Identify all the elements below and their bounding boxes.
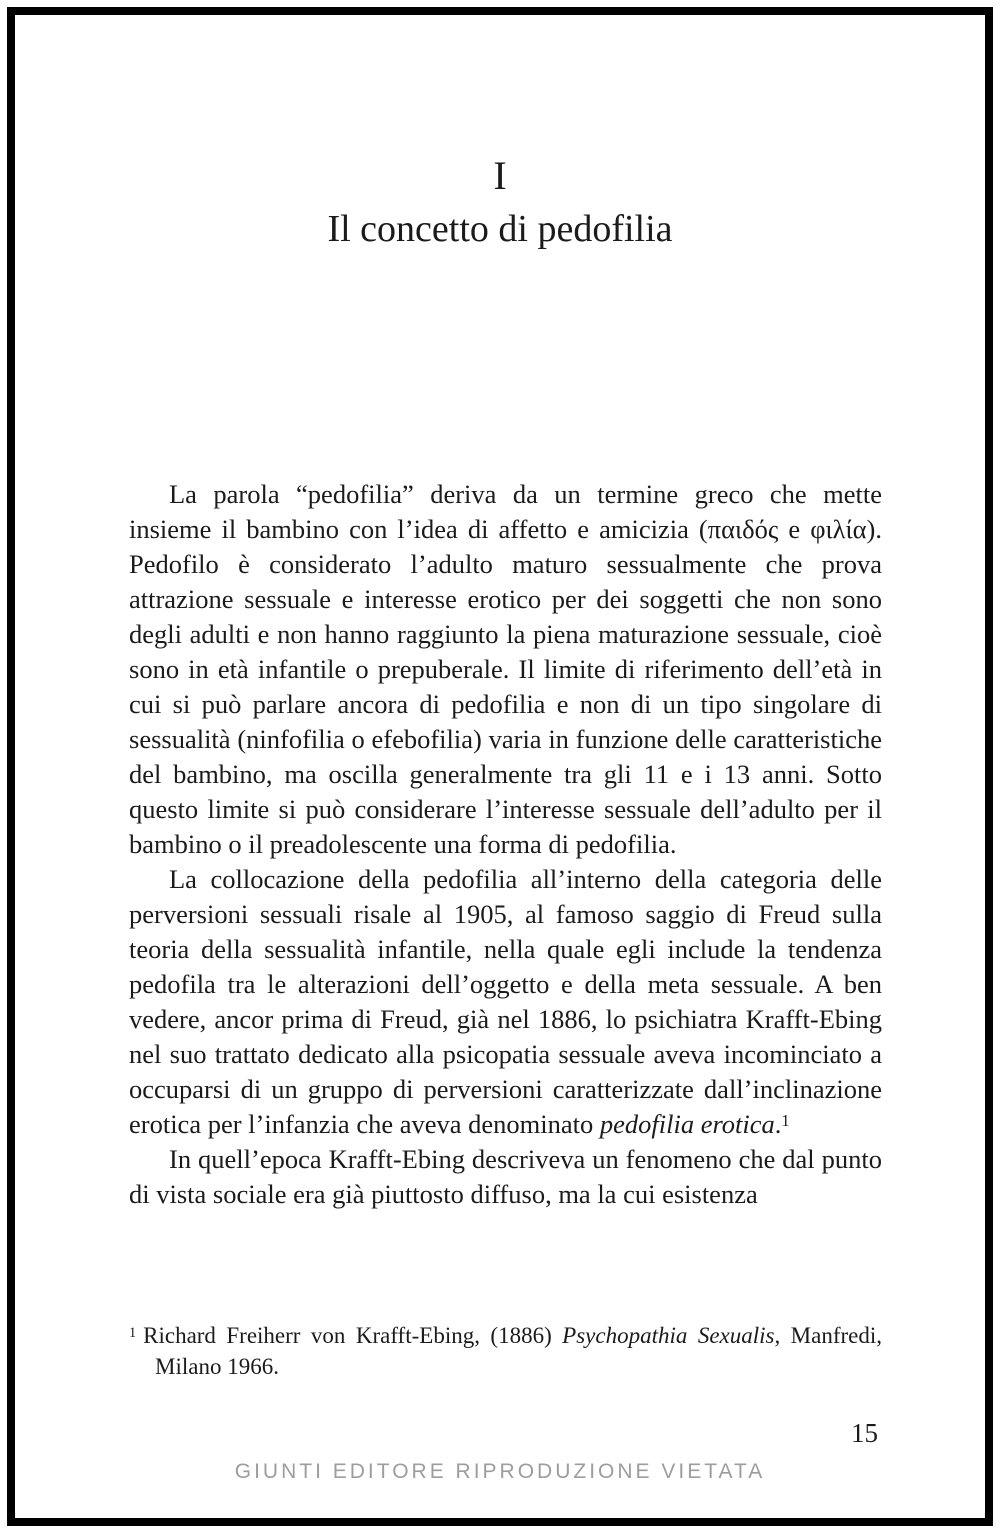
body-text <box>129 477 882 1212</box>
paragraph-1: La parola “pedofilia” deriva da un termine greco che mette insieme il bambino con l’idea di affetto e amicizia (παιδός e φιλία). Pedofilo è considerato l’adulto maturo sessualmente che prova attrazione sessuale e interesse erotico per dei soggetti che non sono degli adulti e non hanno raggiunto la piena maturazione sessuale, cioè sono in età infantile o prepuberale. Il limite di riferimento dell’età in cui si può parlare ancora di pedofilia e non di un tipo singolare di sessualità (ninfofilia o efebofilia) varia in funzione delle caratteristiche del bambino, ma oscilla generalmente tra gli 11 e i 13 anni. Sotto questo limite si può considerare l’interesse sessuale dell’adulto per il bambino o il preadolescente una forma di pedofilia. <box>129 479 882 859</box>
footnote-text: Richard Freiherr von Krafft-Ebing, (1886) Psychopathia Sexualis, Manfredi, Milano 1966. <box>143 1323 882 1379</box>
footnote <box>129 1320 882 1382</box>
publisher-footer: GIUNTI EDITORE RIPRODUZIONE VIETATA <box>234 1460 766 1483</box>
chapter-number: I <box>493 153 507 198</box>
paragraph-2: La collocazione della pedofilia all’interno della categoria delle perversioni sessuali risale al 1905, al famoso saggio di Freud sulla teoria della sessualità infantile, nella quale egli include la tendenza pedofila tra le alterazioni dell’oggetto e della meta sessuale. A ben vedere, ancor prima di Freud, già nel 1886, lo psichiatra Krafft-Ebing nel suo trattato dedicato alla psicopatia sessuale aveva incominciato a occuparsi di un gruppo di perversioni caratterizzate dall’inclinazione erotica per l’infanzia che aveva denominato pedofilia erotica.$^1$ <box>129 864 882 1139</box>
footnote-marker: 1 <box>129 1324 137 1341</box>
page-number: 15 <box>851 1418 878 1448</box>
paragraph-3: In quell’epoca Krafft-Ebing descriveva un fenomeno che dal punto di vista sociale era già piuttosto diffuso, ma la cui esistenza <box>129 1144 882 1209</box>
chapter-title: Il concetto di pedofilia <box>327 208 673 250</box>
